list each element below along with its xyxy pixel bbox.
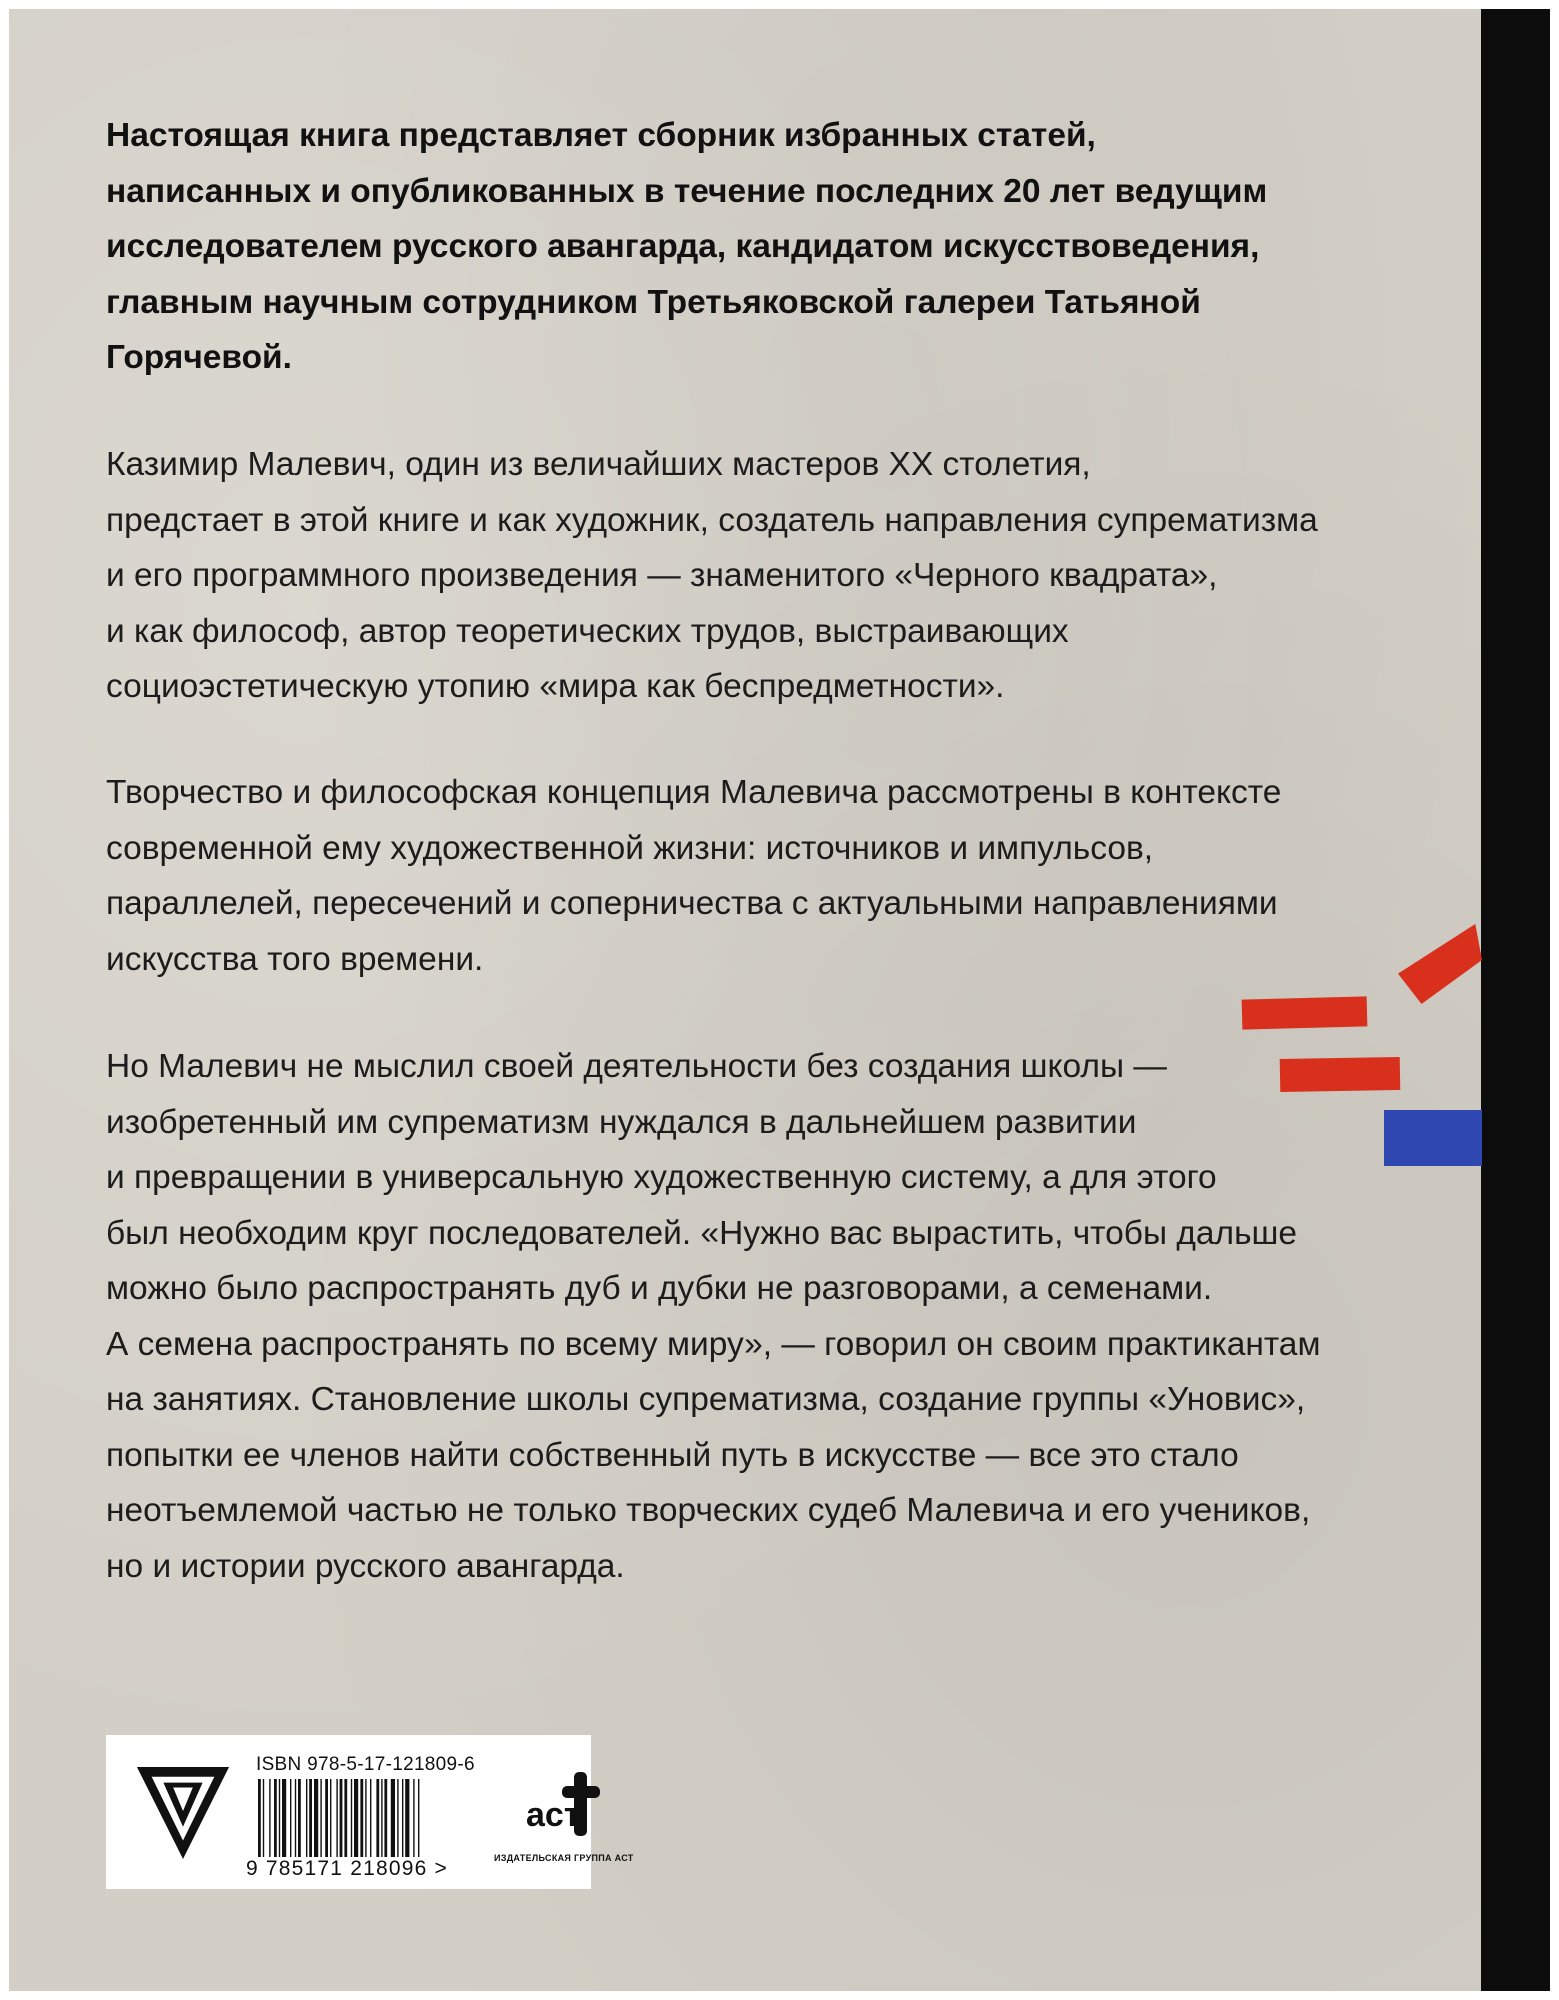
paragraph-malevich-artist: Казимир Малевич, один из величайших мастеров XX столетия, предстает в этой книге и как художник, создатель направления супрематизма и его программного произведения — знаменитого «Черного квадрата», и как философ, автор теоретических трудов, выстраивающих социоэстетическую утопию «мира как беспредметности». (106, 446, 1318, 705)
intro-paragraph: Настоящая книга представляет сборник избранных статей, написанных и опубликованных в течение последних 20 лет ведущим исследователем русского авангарда, кандидатом искусствоведения, главным научным сотрудником Третьяковской галереи Татьяной Горячевой. (106, 117, 1268, 376)
suprematist-red-bar-bottom (1280, 1057, 1401, 1092)
barcode-icon (258, 1779, 480, 1857)
black-spine-strip (1481, 9, 1550, 1991)
publisher-caption: ИЗДАТЕЛЬСКАЯ ГРУППА АСТ (494, 1853, 634, 1863)
barcode-digits: 9 785171 218096 > (246, 1857, 448, 1880)
paragraph-school: Но Малевич не мыслил своей деятельности без создания школы — изобретенный им супрематизм нуждался в дальнейшем развитии и превращении в универсальную художественную систему, а для этого был необходим круг последователей. «Нужно вас вырастить, чтобы дальше можно было распространять дуб и дубки не разговорами, а семенами. А семена распространять по всему миру», — говорил он своим практикантам на занятиях. Становление школы супрематизма, создание группы «Уновис», попытки ее членов найти собственный путь в искусстве — все это стало неотъемлемой частью не только творческих судеб Малевича и его учеников, но и истории русского авангарда. (106, 1048, 1321, 1585)
suprematist-red-bar-top (1242, 996, 1368, 1029)
barcode-panel (106, 1735, 634, 1889)
v-triangle-logo-icon (134, 1764, 232, 1862)
suprematist-blue-rectangle (1384, 1110, 1482, 1166)
isbn-label: ISBN 978-5-17-121809-6 (256, 1754, 475, 1775)
paragraph-context: Творчество и философская концепция Малевича рассмотрены в контексте современной ему художественной жизни: источников и импульсов, параллелей, пересечений и соперничества с актуальными направлениями искусства того времени. (106, 774, 1282, 978)
publisher-logo-text: аст (526, 1796, 581, 1834)
ast-cross-logo-icon (524, 1770, 604, 1838)
